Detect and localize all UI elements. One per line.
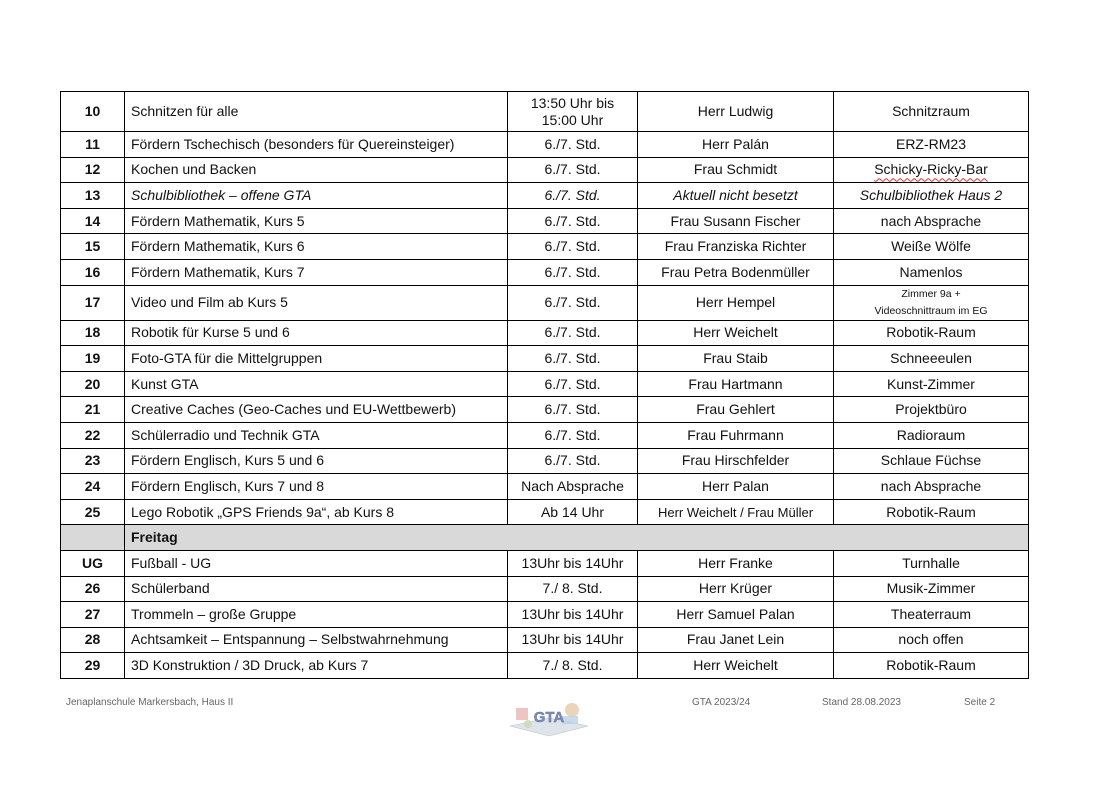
row-room: Schneeeulen <box>834 346 1029 372</box>
row-room: Turnhalle <box>834 550 1029 576</box>
row-room: Weiße Wölfe <box>834 234 1029 260</box>
row-time: 6./7. Std. <box>508 346 638 372</box>
row-title: Kochen und Backen <box>125 157 508 183</box>
row-teacher: Herr Weichelt <box>638 320 834 346</box>
row-teacher: Frau Susann Fischer <box>638 208 834 234</box>
row-title: Robotik für Kurse 5 und 6 <box>125 320 508 346</box>
row-time: 6./7. Std. <box>508 448 638 474</box>
table-row <box>61 157 1029 183</box>
row-number: 29 <box>61 653 125 679</box>
row-room: Theaterraum <box>834 602 1029 628</box>
section-number-cell <box>61 525 125 551</box>
table-row <box>61 397 1029 423</box>
row-teacher: Herr Hempel <box>638 285 834 320</box>
row-time-line: 13:50 Uhr bis <box>530 94 615 111</box>
row-room: Namenlos <box>834 259 1029 285</box>
row-teacher: Aktuell nicht besetzt <box>638 183 834 209</box>
row-room: ERZ-RM23 <box>834 132 1029 158</box>
spellcheck-marked-text: Schicky-Ricky-Bar <box>874 161 988 178</box>
gta-schedule-table <box>60 91 1029 679</box>
row-title: Creative Caches (Geo-Caches und EU-Wettbewerb) <box>125 397 508 423</box>
row-number: 27 <box>61 602 125 628</box>
footer-page-number: Seite 2 <box>964 697 996 708</box>
row-teacher: Frau Franziska Richter <box>638 234 834 260</box>
row-title: Schnitzen für alle <box>125 92 508 132</box>
logo-text: GTA <box>533 709 565 726</box>
row-time <box>508 92 638 132</box>
row-teacher: Frau Staib <box>638 346 834 372</box>
row-room-line: Zimmer 9a + <box>901 287 961 300</box>
row-number: UG <box>61 550 125 576</box>
row-title: Schülerradio und Technik GTA <box>125 422 508 448</box>
row-teacher: Frau Janet Lein <box>638 627 834 653</box>
table-row <box>61 259 1029 285</box>
row-time: 6./7. Std. <box>508 132 638 158</box>
row-teacher: Frau Hirschfelder <box>638 448 834 474</box>
row-number: 19 <box>61 346 125 372</box>
row-time: 6./7. Std. <box>508 234 638 260</box>
row-room: Radioraum <box>834 422 1029 448</box>
row-number: 18 <box>61 320 125 346</box>
table-row <box>61 285 1029 320</box>
row-room: Robotik-Raum <box>834 653 1029 679</box>
row-number: 20 <box>61 371 125 397</box>
row-number: 22 <box>61 422 125 448</box>
table-row <box>61 234 1029 260</box>
row-time: 6./7. Std. <box>508 422 638 448</box>
row-title: Fördern Mathematik, Kurs 5 <box>125 208 508 234</box>
row-time: 6./7. Std. <box>508 397 638 423</box>
row-room: noch offen <box>834 627 1029 653</box>
row-room: Robotik-Raum <box>834 320 1029 346</box>
row-title: Fördern Mathematik, Kurs 7 <box>125 259 508 285</box>
row-room <box>834 157 1029 183</box>
table-row <box>61 371 1029 397</box>
table-row <box>61 183 1029 209</box>
row-number: 26 <box>61 576 125 602</box>
row-teacher: Frau Hartmann <box>638 371 834 397</box>
table-row <box>61 550 1029 576</box>
section-row-friday <box>61 525 1029 551</box>
row-title: Fördern Englisch, Kurs 5 und 6 <box>125 448 508 474</box>
row-number: 25 <box>61 499 125 525</box>
row-title: Schulbibliothek – offene GTA <box>125 183 508 209</box>
table-row <box>61 320 1029 346</box>
row-time: 6./7. Std. <box>508 285 638 320</box>
row-room: Schlaue Füchse <box>834 448 1029 474</box>
row-time: 13Uhr bis 14Uhr <box>508 550 638 576</box>
row-teacher: Herr Krüger <box>638 576 834 602</box>
row-number: 24 <box>61 474 125 500</box>
row-title: Fördern Englisch, Kurs 7 und 8 <box>125 474 508 500</box>
table-row <box>61 499 1029 525</box>
table-row <box>61 474 1029 500</box>
table-row <box>61 602 1029 628</box>
row-title: Lego Robotik „GPS Friends 9a“, ab Kurs 8 <box>125 499 508 525</box>
row-number: 11 <box>61 132 125 158</box>
table-row <box>61 576 1029 602</box>
row-number: 12 <box>61 157 125 183</box>
row-number: 10 <box>61 92 125 132</box>
row-room: Kunst-Zimmer <box>834 371 1029 397</box>
row-teacher: Herr Weichelt <box>638 653 834 679</box>
row-teacher: Frau Gehlert <box>638 397 834 423</box>
row-title: Video und Film ab Kurs 5 <box>125 285 508 320</box>
row-title: 3D Konstruktion / 3D Druck, ab Kurs 7 <box>125 653 508 679</box>
row-room: Robotik-Raum <box>834 499 1029 525</box>
row-teacher: Frau Fuhrmann <box>638 422 834 448</box>
row-teacher: Herr Palán <box>638 132 834 158</box>
row-room: Schulbibliothek Haus 2 <box>834 183 1029 209</box>
table-row <box>61 132 1029 158</box>
row-teacher: Herr Ludwig <box>638 92 834 132</box>
row-time-line: 15:00 Uhr <box>541 111 604 128</box>
row-time: 6./7. Std. <box>508 371 638 397</box>
row-time: 6./7. Std. <box>508 208 638 234</box>
table-row <box>61 653 1029 679</box>
row-room: Projektbüro <box>834 397 1029 423</box>
row-title: Achtsamkeit – Entspannung – Selbstwahrnehmung <box>125 627 508 653</box>
row-number: 14 <box>61 208 125 234</box>
row-time: 6./7. Std. <box>508 183 638 209</box>
row-time: 6./7. Std. <box>508 157 638 183</box>
row-number: 28 <box>61 627 125 653</box>
row-title: Fördern Mathematik, Kurs 6 <box>125 234 508 260</box>
table-row <box>61 627 1029 653</box>
row-room: Schnitzraum <box>834 92 1029 132</box>
row-time: 6./7. Std. <box>508 320 638 346</box>
row-number: 13 <box>61 183 125 209</box>
row-number: 16 <box>61 259 125 285</box>
row-number: 17 <box>61 285 125 320</box>
row-title: Schülerband <box>125 576 508 602</box>
row-number: 21 <box>61 397 125 423</box>
gta-logo-icon <box>506 696 592 738</box>
table-row <box>61 346 1029 372</box>
row-time: Ab 14 Uhr <box>508 499 638 525</box>
row-time: 13Uhr bis 14Uhr <box>508 627 638 653</box>
footer-stand-date: Stand 28.08.2023 <box>822 697 901 708</box>
row-time: 7./ 8. Std. <box>508 653 638 679</box>
section-label: Freitag <box>125 525 1029 551</box>
table-row <box>61 92 1029 132</box>
row-room: nach Absprache <box>834 208 1029 234</box>
table-row <box>61 448 1029 474</box>
row-time: Nach Absprache <box>508 474 638 500</box>
row-time: 13Uhr bis 14Uhr <box>508 602 638 628</box>
row-title: Kunst GTA <box>125 371 508 397</box>
footer-gta-year: GTA 2023/24 <box>692 697 751 708</box>
row-teacher: Herr Samuel Palan <box>638 602 834 628</box>
row-teacher: Herr Franke <box>638 550 834 576</box>
row-teacher: Frau Schmidt <box>638 157 834 183</box>
row-title: Fußball - UG <box>125 550 508 576</box>
row-number: 23 <box>61 448 125 474</box>
table-row <box>61 208 1029 234</box>
row-time: 6./7. Std. <box>508 259 638 285</box>
row-title: Fördern Tschechisch (besonders für Quereinsteiger) <box>125 132 508 158</box>
table-row <box>61 422 1029 448</box>
row-room: Musik-Zimmer <box>834 576 1029 602</box>
row-teacher: Frau Petra Bodenmüller <box>638 259 834 285</box>
row-title: Foto-GTA für die Mittelgruppen <box>125 346 508 372</box>
row-teacher: Herr Palan <box>638 474 834 500</box>
row-teacher: Herr Weichelt / Frau Müller <box>638 499 834 525</box>
row-room <box>834 285 1029 320</box>
row-title: Trommeln – große Gruppe <box>125 602 508 628</box>
row-room-line: Videoschnittraum im EG <box>874 304 988 317</box>
row-room: nach Absprache <box>834 474 1029 500</box>
row-time: 7./ 8. Std. <box>508 576 638 602</box>
row-number: 15 <box>61 234 125 260</box>
footer-school-name: Jenaplanschule Markersbach, Haus II <box>66 697 234 708</box>
